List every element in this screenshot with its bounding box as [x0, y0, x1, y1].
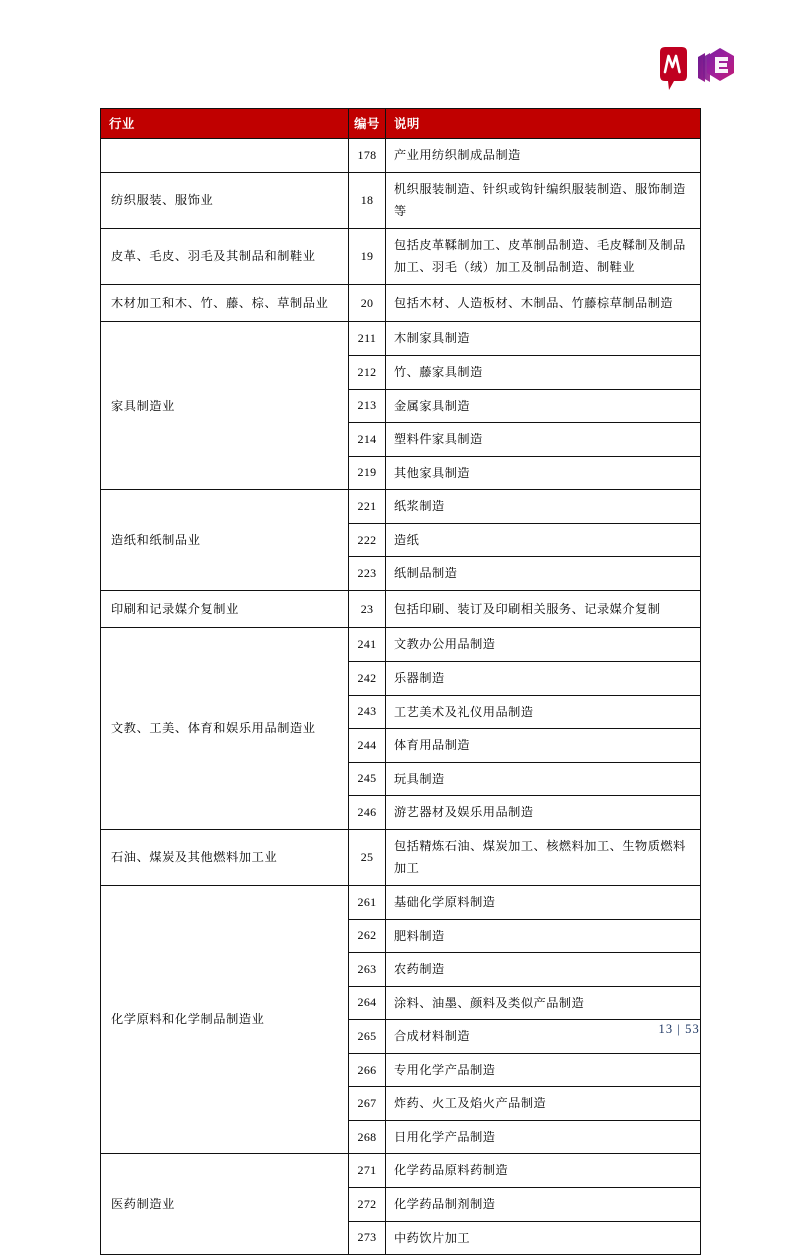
cell-code: 245: [349, 762, 386, 796]
industry-category-table: [100, 108, 701, 1255]
cell-description: 纸浆制造: [386, 490, 701, 524]
cell-description: 木制家具制造: [386, 322, 701, 356]
table-row: [101, 322, 701, 356]
cell-description: 中药饮片加工: [386, 1221, 701, 1255]
cell-code: 18: [349, 172, 386, 228]
cell-code: 219: [349, 456, 386, 490]
cell-code: 212: [349, 355, 386, 389]
cell-code: 246: [349, 796, 386, 830]
cell-code: 222: [349, 523, 386, 557]
cell-code: 273: [349, 1221, 386, 1255]
cell-description: 纸制品制造: [386, 557, 701, 591]
column-header-description: 说明: [386, 109, 701, 139]
cell-code: 211: [349, 322, 386, 356]
table-row: [101, 885, 701, 919]
industry-category-table-wrap: [100, 108, 700, 1255]
cell-description: 农药制造: [386, 953, 701, 987]
cell-industry: 石油、煤炭及其他燃料加工业: [101, 829, 349, 885]
cell-description: 塑料件家具制造: [386, 423, 701, 457]
cell-code: 241: [349, 628, 386, 662]
cell-description: 金属家具制造: [386, 389, 701, 423]
cell-description: 体育用品制造: [386, 729, 701, 763]
cell-description: 包括精炼石油、煤炭加工、核燃料加工、生物质燃料加工: [386, 829, 701, 885]
cell-industry: [101, 139, 349, 173]
cell-description: 机织服装制造、针织或钩针编织服装制造、服饰制造等: [386, 172, 701, 228]
cell-industry: 化学原料和化学制品制造业: [101, 885, 349, 1154]
footer-current-page: 13: [658, 1022, 674, 1036]
cell-code: 272: [349, 1188, 386, 1222]
cell-industry: 印刷和记录媒介复制业: [101, 590, 349, 628]
logo-speech-bubble-shape: [660, 47, 687, 90]
cell-description: 专用化学产品制造: [386, 1053, 701, 1087]
cell-description: 文教办公用品制造: [386, 628, 701, 662]
table-row: [101, 139, 701, 173]
cell-code: 262: [349, 919, 386, 953]
brand-logo: [658, 42, 738, 98]
cell-description: 乐器制造: [386, 662, 701, 696]
cell-code: 268: [349, 1120, 386, 1154]
cell-code: 242: [349, 662, 386, 696]
table-row: [101, 490, 701, 524]
cell-code: 261: [349, 885, 386, 919]
cell-code: 223: [349, 557, 386, 591]
cell-industry: 皮革、毛皮、羽毛及其制品和制鞋业: [101, 228, 349, 284]
cell-description: 肥料制造: [386, 919, 701, 953]
cell-description: 日用化学产品制造: [386, 1120, 701, 1154]
cell-code: 264: [349, 986, 386, 1020]
table-row: [101, 628, 701, 662]
cell-code: 263: [349, 953, 386, 987]
table-header-row: [101, 109, 701, 139]
cell-industry: 造纸和纸制品业: [101, 490, 349, 591]
cell-code: 25: [349, 829, 386, 885]
cell-code: 243: [349, 695, 386, 729]
table-row: [101, 829, 701, 885]
cell-industry: 木材加工和木、竹、藤、棕、草制品业: [101, 284, 349, 322]
cell-code: 265: [349, 1020, 386, 1054]
table-row: [101, 590, 701, 628]
table-row: [101, 284, 701, 322]
cell-description: 包括皮革鞣制加工、皮革制品制造、毛皮鞣制及制品加工、羽毛（绒）加工及制品制造、制鞋业: [386, 228, 701, 284]
cell-description: 化学药品制剂制造: [386, 1188, 701, 1222]
footer-separator: |: [677, 1022, 682, 1036]
cell-code: 213: [349, 389, 386, 423]
cell-code: 19: [349, 228, 386, 284]
cell-description: 玩具制造: [386, 762, 701, 796]
logo-hexagon-shape: [698, 48, 734, 82]
cell-description: 包括印刷、装订及印刷相关服务、记录媒介复制: [386, 590, 701, 628]
table-row: [101, 1154, 701, 1188]
cell-industry: 医药制造业: [101, 1154, 349, 1255]
cell-industry: 家具制造业: [101, 322, 349, 490]
footer-total-pages: 53: [685, 1022, 700, 1036]
cell-description: 基础化学原料制造: [386, 885, 701, 919]
table-header: [101, 109, 701, 139]
cell-description: 包括木材、人造板材、木制品、竹藤棕草制品制造: [386, 284, 701, 322]
cell-code: 244: [349, 729, 386, 763]
cell-code: 23: [349, 590, 386, 628]
table-row: [101, 228, 701, 284]
cell-code: 178: [349, 139, 386, 173]
cell-description: 游艺器材及娱乐用品制造: [386, 796, 701, 830]
cell-code: 267: [349, 1087, 386, 1121]
column-header-industry: 行业: [101, 109, 349, 139]
cell-description: 竹、藤家具制造: [386, 355, 701, 389]
cell-description: 炸药、火工及焰火产品制造: [386, 1087, 701, 1121]
cell-industry: 文教、工美、体育和娱乐用品制造业: [101, 628, 349, 829]
page-footer: [0, 1022, 793, 1037]
column-header-code: 编号: [349, 109, 386, 139]
cell-code: 266: [349, 1053, 386, 1087]
cell-code: 221: [349, 490, 386, 524]
brand-logo-icon: [658, 42, 738, 98]
cell-description: 造纸: [386, 523, 701, 557]
table-body: [101, 139, 701, 1255]
cell-description: 工艺美术及礼仪用品制造: [386, 695, 701, 729]
cell-code: 271: [349, 1154, 386, 1188]
cell-description: 涂料、油墨、颜料及类似产品制造: [386, 986, 701, 1020]
table-row: [101, 172, 701, 228]
cell-industry: 纺织服装、服饰业: [101, 172, 349, 228]
cell-code: 214: [349, 423, 386, 457]
cell-description: 合成材料制造: [386, 1020, 701, 1054]
cell-description: 化学药品原料药制造: [386, 1154, 701, 1188]
cell-description: 其他家具制造: [386, 456, 701, 490]
cell-description: 产业用纺织制成品制造: [386, 139, 701, 173]
cell-code: 20: [349, 284, 386, 322]
